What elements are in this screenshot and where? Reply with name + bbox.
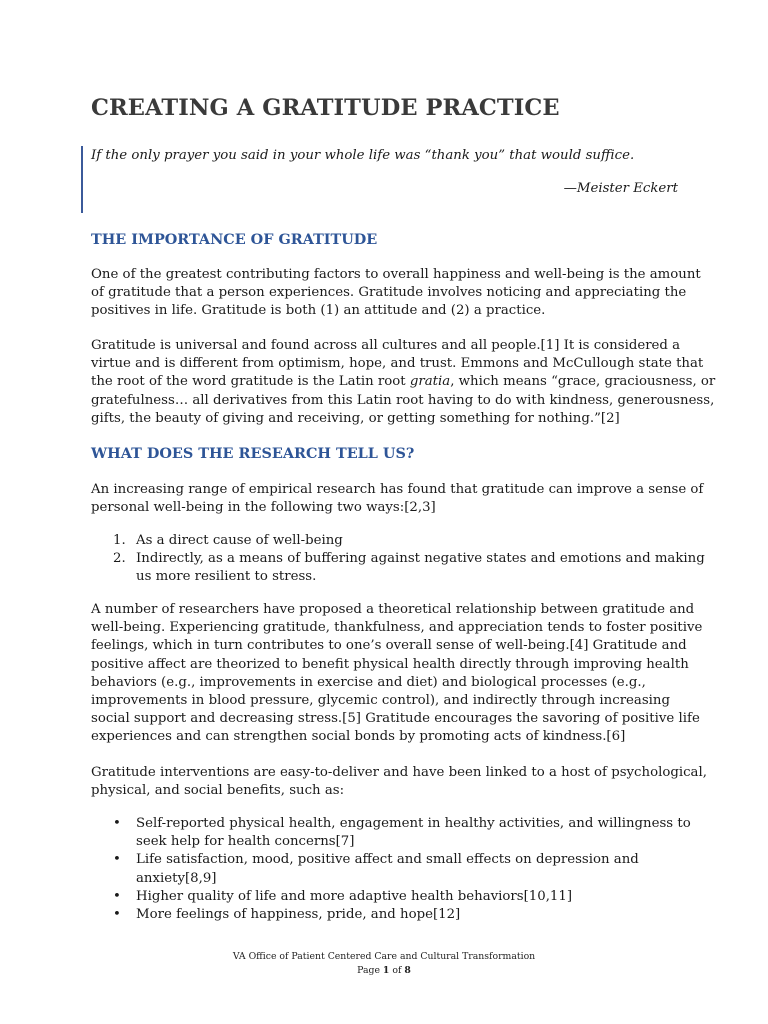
page-current: 1 [382, 965, 390, 976]
text-line: of gratitude that a person experiences. Gratitude involves noticing and appreciating the [91, 285, 687, 301]
text-line: well-being. Experiencing gratitude, thankfulness, and appreciation tends to foster positive [91, 620, 703, 636]
text-line: Life satisfaction, mood, positive affect and small effects on depression and [136, 852, 639, 868]
list-number: 1. [113, 533, 126, 548]
text-line: positive affect are theorized to benefit physical health directly through improving health [91, 656, 689, 672]
list-item [91, 550, 705, 586]
text-line [91, 373, 715, 391]
page-total: 8 [404, 965, 411, 976]
heading-research: WHAT DOES THE RESEARCH TELL US? [91, 445, 415, 462]
text-line: gifts, the beauty of giving and receiving, or getting something for nothing.”[2] [91, 410, 620, 426]
paragraph-research-theory [91, 601, 702, 747]
text-line: An increasing range of empirical research has found that gratitude can improve a sense of [91, 482, 704, 497]
bullet-list-benefits [91, 815, 691, 924]
paragraph-importance-2 [91, 337, 715, 428]
list-number: 2. [113, 551, 126, 567]
text-line: Self-reported physical health, engagement in healthy activities, and willingness to [136, 816, 691, 831]
text-line: personal well-being in the following two ways:[2,3] [91, 500, 436, 516]
list-item [91, 815, 691, 851]
list-item [91, 888, 691, 906]
heading-importance: THE IMPORTANCE OF GRATITUDE [91, 231, 378, 248]
text-line: Indirectly, as a means of buffering against negative states and emotions and making [136, 551, 705, 567]
text-segment: the root of the word gratitude is the Latin root [91, 374, 410, 390]
list-item [91, 906, 691, 924]
text-line: Higher quality of life and more adaptive health behaviors[10,11] [136, 888, 573, 904]
paragraph-importance-1 [91, 266, 701, 321]
text-segment: , which means “grace, graciousness, or [450, 374, 716, 390]
text-line: Gratitude is universal and found across all cultures and all people.[1] It is considered a [91, 338, 681, 353]
page-label: Page [357, 965, 380, 976]
epigraph-author: —Meister Eckert [563, 181, 678, 196]
text-line: As a direct cause of well-being [136, 533, 343, 548]
epigraph-text: If the only prayer you said in your whole life was “thank you” that would suffice. [91, 148, 635, 163]
paragraph-interventions [91, 764, 707, 800]
text-line: us more resilient to stress. [136, 569, 317, 585]
bullet-icon: • [113, 907, 121, 923]
text-line: social support and decreasing stress.[5] Gratitude encourages the savoring of positive life [91, 711, 700, 727]
list-item [91, 532, 691, 550]
bullet-icon: • [113, 816, 121, 831]
paragraph-research-intro [91, 481, 703, 517]
text-line: improvements in blood pressure, glycemic control), and indirectly through increasing [91, 693, 670, 709]
numbered-list-ways [91, 532, 705, 587]
text-line: One of the greatest contributing factors to overall happiness and well-being is the amount [91, 267, 701, 282]
text-line: More feelings of happiness, pride, and hope[12] [136, 907, 461, 923]
text-line: positives in life. Gratitude is both (1) an attitude and (2) a practice. [91, 303, 546, 319]
text-line: physical, and social benefits, such as: [91, 783, 345, 799]
footer-organization: VA Office of Patient Centered Care and Cultural Transformation [232, 951, 536, 962]
bullet-icon: • [113, 888, 121, 904]
page-title: CREATING A GRATITUDE PRACTICE [91, 95, 560, 121]
text-line: virtue and is different from optimism, hope, and trust. Emmons and McCullough state that [91, 356, 704, 372]
text-line: Gratitude interventions are easy-to-deliver and have been linked to a host of psychological, [91, 765, 707, 780]
of-label: of [392, 965, 402, 976]
text-line: A number of researchers have proposed a theoretical relationship between gratitude and [91, 602, 695, 617]
text-line: seek help for health concerns[7] [136, 834, 355, 850]
text-line: gratefulness… all derivatives from this Latin root having to do with kindness, generousness, [91, 392, 715, 408]
footer-page-number [0, 965, 768, 976]
text-line: anxiety[8,9] [136, 870, 217, 886]
epigraph-bar [81, 146, 83, 213]
list-item [91, 851, 691, 887]
bullet-icon: • [113, 852, 121, 868]
text-line: feelings, which in turn contributes to one’s overall sense of well-being.[4] Gratitude and [91, 638, 687, 654]
latin-term: gratia [409, 374, 451, 390]
text-line: experiences and can strengthen social bonds by promoting acts of kindness.[6] [91, 729, 626, 745]
text-line: behaviors (e.g., improvements in exercise and diet) and biological processes (e.g., [91, 674, 646, 690]
